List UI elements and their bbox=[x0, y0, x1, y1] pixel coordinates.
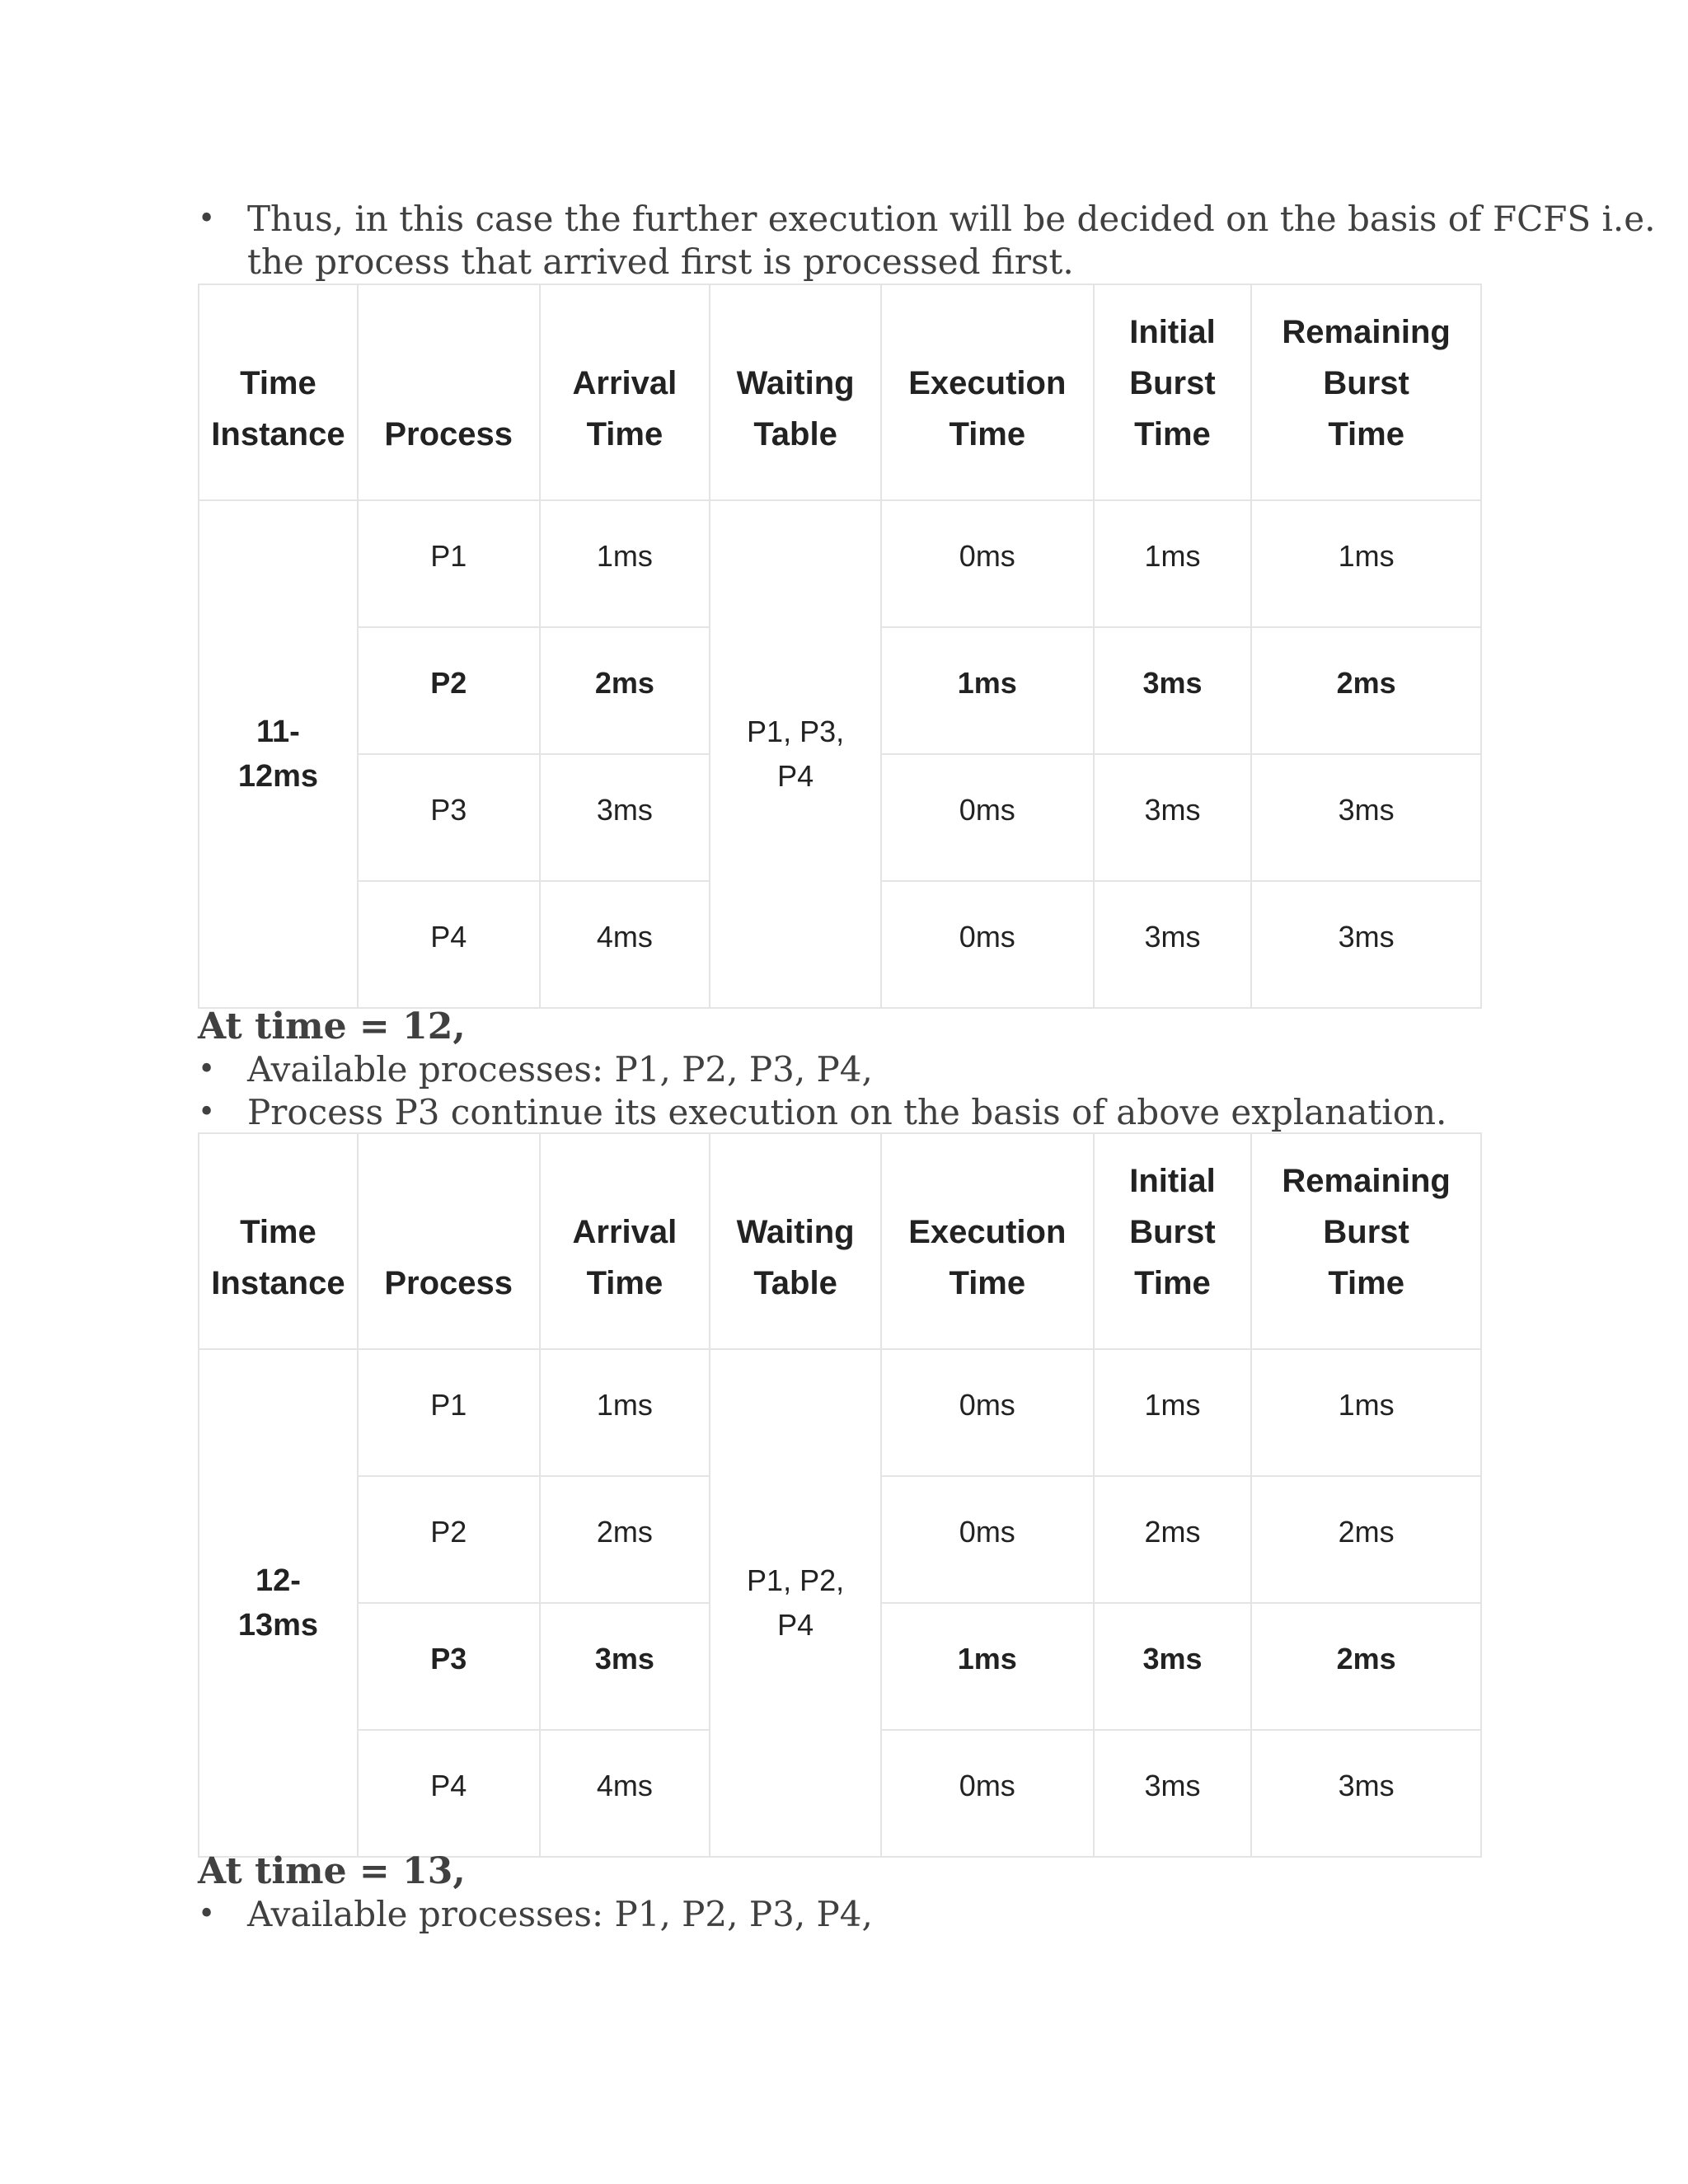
arrival-cell: 3ms bbox=[540, 1603, 710, 1730]
initial-burst-cell: 3ms bbox=[1094, 1603, 1252, 1730]
process-cell: P3 bbox=[358, 1603, 540, 1730]
initial-burst-cell: 2ms bbox=[1094, 1476, 1252, 1603]
waiting-table-cell: P1, P3, P4 bbox=[710, 500, 881, 1008]
remaining-burst-cell: 3ms bbox=[1251, 881, 1481, 1008]
section-heading: At time = 13, bbox=[198, 1850, 466, 1892]
bullet-icon: • bbox=[198, 1095, 216, 1129]
header-initial-burst-time: Initial Burst Time bbox=[1094, 284, 1252, 500]
intro-bullet-line-2: the process that arrived first is processed first. bbox=[247, 241, 1074, 282]
header-time-instance: Time Instance bbox=[199, 284, 358, 500]
execution-cell: 0ms bbox=[881, 754, 1094, 881]
bullet-item: • Process P3 continue its execution on the basis of above explanation. bbox=[198, 1092, 1447, 1132]
execution-cell: 0ms bbox=[881, 1476, 1094, 1603]
bullet-icon: • bbox=[198, 1052, 216, 1086]
execution-cell: 0ms bbox=[881, 881, 1094, 1008]
bullet-item: • Available processes: P1, P2, P3, P4, bbox=[198, 1894, 873, 1934]
initial-burst-cell: 3ms bbox=[1094, 1730, 1252, 1857]
header-waiting-table: Waiting Table bbox=[710, 284, 881, 500]
schedule-table-12-13 bbox=[198, 1132, 1482, 1858]
bullet-icon: • bbox=[198, 202, 216, 236]
header-remaining-burst-time: Remaining Burst Time bbox=[1251, 284, 1481, 500]
intro-bullet-line-1: Thus, in this case the further execution will be decided on the basis of FCFS i.e. bbox=[247, 199, 1656, 239]
header-process: Process bbox=[358, 1133, 540, 1349]
bullet-item: • Available processes: P1, P2, P3, P4, bbox=[198, 1049, 873, 1090]
header-process: Process bbox=[358, 284, 540, 500]
section-time-13 bbox=[198, 1850, 873, 1936]
initial-burst-cell: 3ms bbox=[1094, 881, 1252, 1008]
execution-cell: 0ms bbox=[881, 1730, 1094, 1857]
remaining-burst-cell: 1ms bbox=[1251, 500, 1481, 627]
process-cell: P4 bbox=[358, 1730, 540, 1857]
header-initial-burst-time: Initial Burst Time bbox=[1094, 1133, 1252, 1349]
table-row bbox=[199, 1349, 1481, 1476]
initial-burst-cell: 1ms bbox=[1094, 1349, 1252, 1476]
remaining-burst-cell: 2ms bbox=[1251, 627, 1481, 754]
waiting-table-cell: P1, P2, P4 bbox=[710, 1349, 881, 1857]
section-heading: At time = 12, bbox=[198, 1005, 466, 1047]
remaining-burst-cell: 2ms bbox=[1251, 1476, 1481, 1603]
remaining-burst-cell: 3ms bbox=[1251, 754, 1481, 881]
execution-cell: 0ms bbox=[881, 500, 1094, 627]
header-execution-time: Execution Time bbox=[881, 1133, 1094, 1349]
arrival-cell: 1ms bbox=[540, 500, 710, 627]
header-arrival-time: Arrival Time bbox=[540, 1133, 710, 1349]
initial-burst-cell: 3ms bbox=[1094, 754, 1252, 881]
initial-burst-cell: 3ms bbox=[1094, 627, 1252, 754]
intro-section bbox=[198, 198, 1656, 284]
table-row bbox=[199, 500, 1481, 627]
header-waiting-table: Waiting Table bbox=[710, 1133, 881, 1349]
process-cell: P3 bbox=[358, 754, 540, 881]
arrival-cell: 3ms bbox=[540, 754, 710, 881]
remaining-burst-cell: 1ms bbox=[1251, 1349, 1481, 1476]
execution-cell: 1ms bbox=[881, 1603, 1094, 1730]
process-cell: P1 bbox=[358, 1349, 540, 1476]
time-instance-cell: 11- 12ms bbox=[199, 500, 358, 1008]
remaining-burst-cell: 2ms bbox=[1251, 1603, 1481, 1730]
schedule-table-11-12 bbox=[198, 284, 1482, 1009]
remaining-burst-cell: 3ms bbox=[1251, 1730, 1481, 1857]
arrival-cell: 1ms bbox=[540, 1349, 710, 1476]
initial-burst-cell: 1ms bbox=[1094, 500, 1252, 627]
intro-bullet bbox=[198, 198, 1656, 284]
process-cell: P4 bbox=[358, 881, 540, 1008]
arrival-cell: 2ms bbox=[540, 627, 710, 754]
arrival-cell: 2ms bbox=[540, 1476, 710, 1603]
execution-cell: 0ms bbox=[881, 1349, 1094, 1476]
execution-cell: 1ms bbox=[881, 627, 1094, 754]
table-header-row bbox=[199, 284, 1481, 500]
table-header-row bbox=[199, 1133, 1481, 1349]
arrival-cell: 4ms bbox=[540, 881, 710, 1008]
process-cell: P1 bbox=[358, 500, 540, 627]
bullet-icon: • bbox=[198, 1897, 216, 1931]
process-cell: P2 bbox=[358, 627, 540, 754]
time-instance-cell: 12- 13ms bbox=[199, 1349, 358, 1857]
arrival-cell: 4ms bbox=[540, 1730, 710, 1857]
header-time-instance: Time Instance bbox=[199, 1133, 358, 1349]
section-time-12 bbox=[198, 1005, 1447, 1134]
header-execution-time: Execution Time bbox=[881, 284, 1094, 500]
header-remaining-burst-time: Remaining Burst Time bbox=[1251, 1133, 1481, 1349]
process-cell: P2 bbox=[358, 1476, 540, 1603]
header-arrival-time: Arrival Time bbox=[540, 284, 710, 500]
